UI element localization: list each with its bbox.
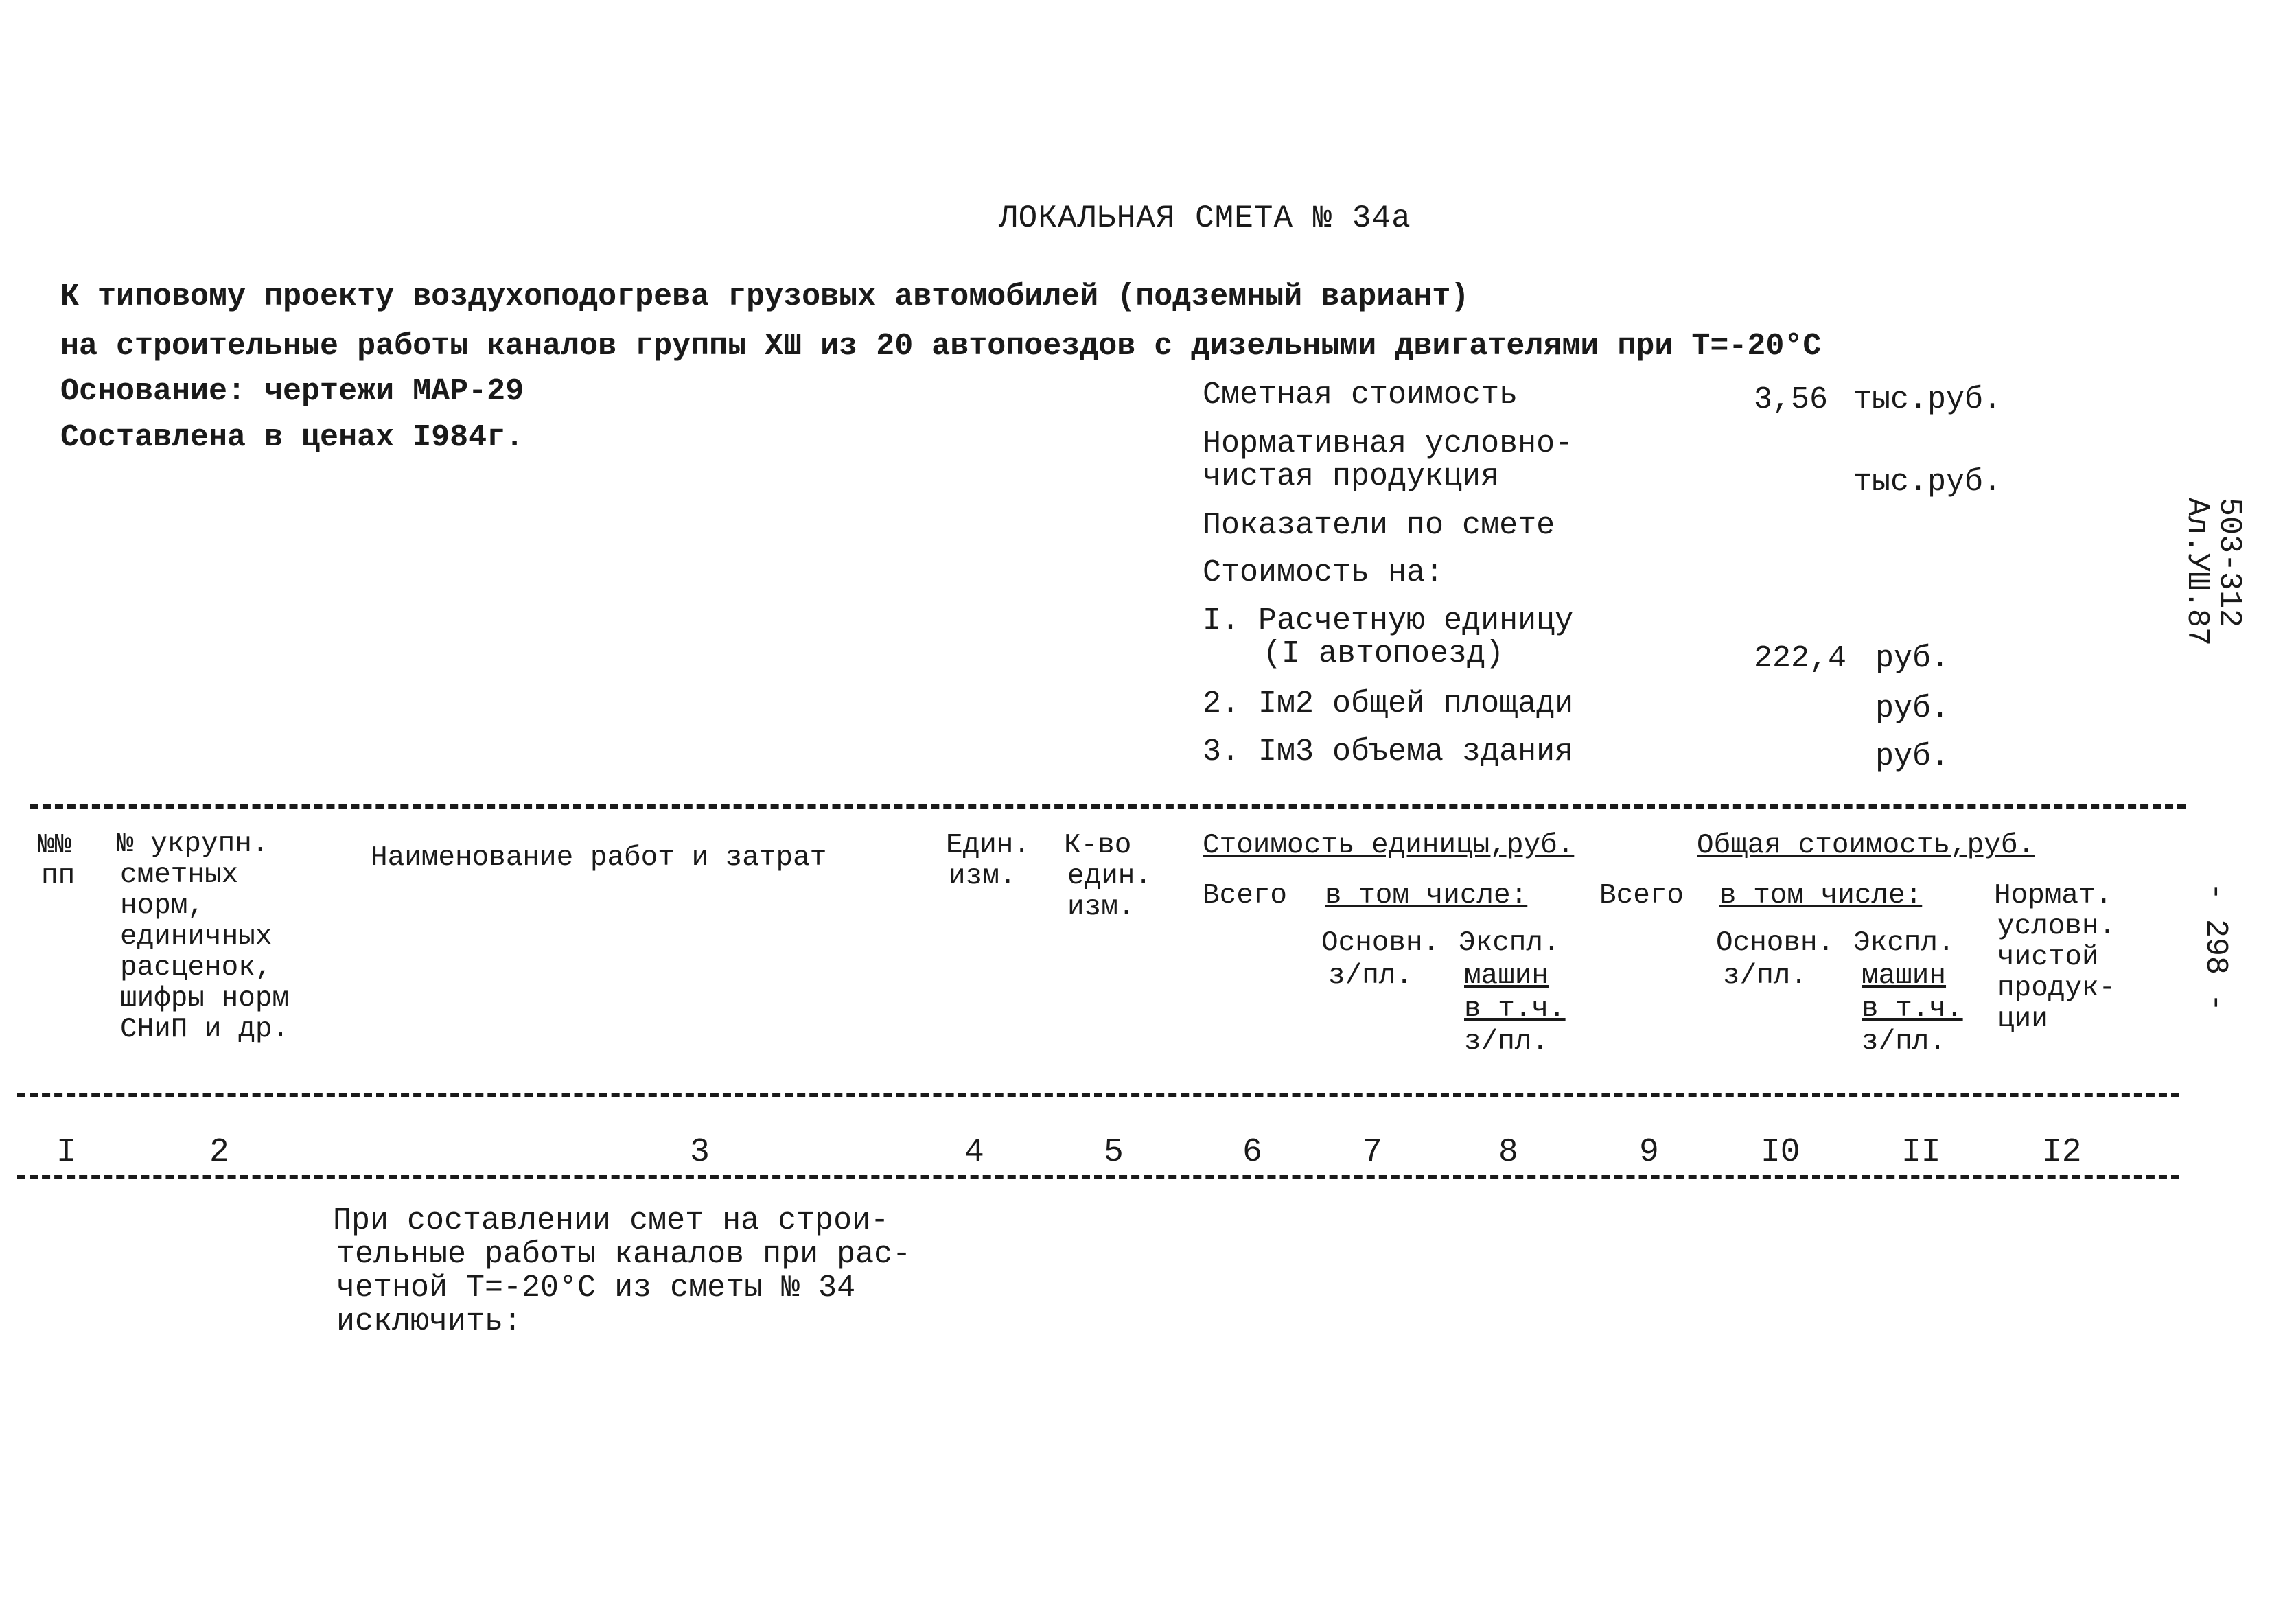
h-basic-all-1: Основн. [1716,927,1835,959]
item1-label-1: I. Расчетную единицу [1203,603,1574,638]
h-exp-unit-4: з/пл. [1464,1026,1549,1058]
h-unit-2: изм. [949,861,1017,892]
h-qty-1: К-во [1064,830,1132,861]
col-number-8: 8 [1498,1134,1518,1171]
table-top-rule [30,804,2186,809]
h-code-1: № укрупн. [117,828,269,860]
h-qty-2: един. [1067,861,1152,892]
h-norm-2: условн. [1997,911,2116,942]
item2-unit: руб. [1875,691,1950,726]
normative-label-2: чистая продукция [1203,459,1500,494]
col-number-1: I [56,1134,76,1171]
h-norm-1: Нормат. [1994,880,2113,912]
h-exp-unit-1: Экспл. [1459,927,1560,959]
col-number-3: 3 [690,1134,710,1171]
col-number-7: 7 [1363,1134,1382,1171]
h-norm-4: продук- [1997,973,2116,1004]
h-code-2: сметных [120,859,239,891]
subtitle-line-1: К типовому проекту воздухоподогрева грузовых автомобилей (подземный вариант) [60,279,1470,314]
item1-value: 222,4 [1754,641,1847,676]
h-total-unit: Всего [1203,880,1288,912]
col-number-9: 9 [1639,1134,1659,1171]
estimated-cost-label: Сметная стоимость [1203,378,1518,413]
col-number-4: 4 [964,1134,984,1171]
h-code-3: норм, [120,890,205,922]
note-line-4: исключить: [336,1304,522,1339]
subtitle-line-2: на строительные работы каналов группы ХШ из 20 автопоездов с дизельными двигателями при Т=-20°С [60,329,1822,364]
col-number-2: 2 [209,1134,229,1171]
column-numbers-rule [17,1175,2179,1179]
h-including-unit: в том числе: [1325,880,1528,912]
h-code-4: единичных [120,921,273,953]
h-total-all: Всего [1599,880,1684,912]
indicators-label: Показатели по смете [1203,508,1555,543]
note-line-3: четной Т=-20°С из сметы № 34 [336,1271,856,1306]
prices-text: Составлена в ценах I984г. [60,420,524,455]
side-code-2: Ал.УШ.87 [2179,498,2214,647]
h-exp-unit-3: в т.ч. [1464,993,1566,1025]
h-unit-1: Един. [946,830,1031,861]
h-basic-all-2: з/пл. [1723,960,1808,992]
h-name: Наименование работ и затрат [371,842,827,874]
h-exp-all-2: машин [1862,960,1947,992]
col-number-10: I0 [1761,1134,1800,1171]
h-basic-unit-2: з/пл. [1328,960,1413,992]
h-exp-all-1: Экспл. [1853,927,1955,959]
side-code-1: 503-312 [2212,498,2247,628]
h-code-5: расценок, [120,952,273,984]
h-num-2: пп [41,861,76,892]
estimated-cost-unit: тыс.руб. [1853,382,2002,417]
item3-label: 3. Iм3 объема здания [1203,734,1574,769]
h-qty-3: изм. [1067,892,1135,923]
note-line-1: При составлении смет на строи- [333,1203,890,1238]
h-norm-5: ции [1997,1004,2048,1035]
h-exp-unit-2: машин [1464,960,1549,992]
item1-label-2: (I автопоезд) [1263,636,1505,671]
col-number-12: I2 [2042,1134,2082,1171]
item1-unit: руб. [1875,641,1950,676]
basis-text: Основание: чертежи МАР-29 [60,374,524,409]
col-number-5: 5 [1104,1134,1124,1171]
col-number-11: II [1901,1134,1941,1171]
cost-for-label: Стоимость на: [1203,555,1444,590]
page-number: - 298 - [2198,882,2233,1012]
h-including-all: в том числе: [1719,880,1923,912]
estimated-cost-value: 3,56 [1754,382,1829,417]
col-number-6: 6 [1242,1134,1262,1171]
h-exp-all-4: з/пл. [1862,1026,1947,1058]
h-unit-cost: Стоимость единицы,руб. [1203,830,1575,861]
table-header-bottom-rule [17,1093,2179,1097]
h-total-cost: Общая стоимость,руб. [1697,830,2035,861]
h-num-1: №№ [38,830,72,861]
h-code-7: СНиП и др. [120,1014,290,1045]
note-line-2: тельные работы каналов при рас- [336,1237,912,1272]
h-exp-all-3: в т.ч. [1862,993,1963,1025]
document-title: ЛОКАЛЬНАЯ СМЕТА № 34а [999,200,1411,236]
h-norm-3: чистой [1997,942,2099,973]
normative-label-1: Нормативная условно- [1203,426,1574,461]
item2-label: 2. Iм2 общей площади [1203,686,1574,721]
item3-unit: руб. [1875,739,1950,774]
h-basic-unit-1: Основн. [1321,927,1440,959]
normative-unit: тыс.руб. [1853,465,2002,500]
h-code-6: шифры норм [120,983,290,1014]
